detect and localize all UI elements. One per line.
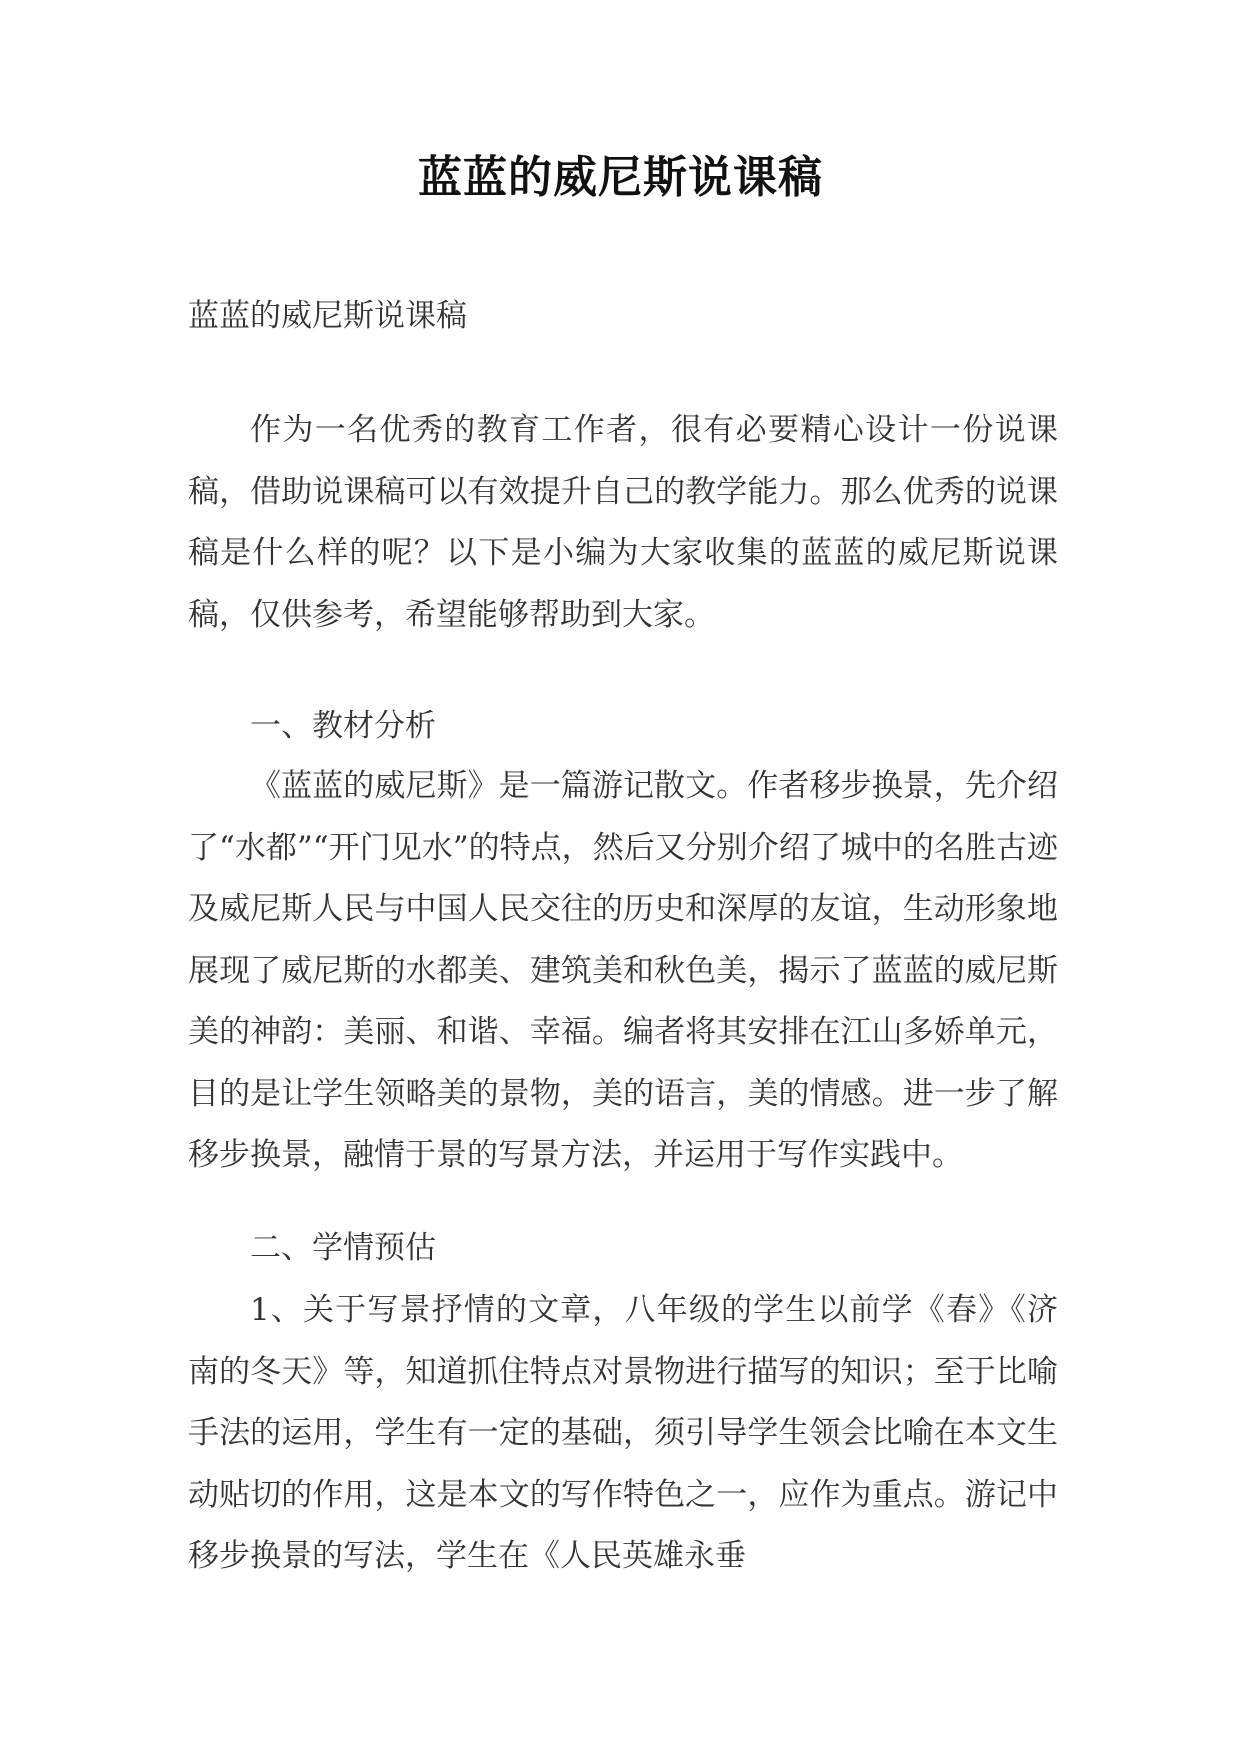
textbook-analysis-paragraph: 《蓝蓝的威尼斯》是一篇游记散文。作者移步换景，先介绍了“水都”“开门见水”的特点，然后又分别介绍了城中的名胜古迹及威尼斯人民与中国人民交往的历史和深厚的友谊，生动形象地展现了威尼斯的水都美、建筑美和秋色美，揭示了蓝蓝的威尼斯美的神韵：美丽、和谐、幸福。编者将其安排在江山多娇单元，目的是让学生领略美的景物，美的语言，美的情感。进一步了解移步换景，融情于景的写景方法，并运用于写作实践中。 bbox=[188, 768, 1058, 1173]
section-heading-student-assessment: 二、学情预估 bbox=[250, 1230, 436, 1266]
student-assessment-paragraph: 1、关于写景抒情的文章，八年级的学生以前学《春》《济南的冬天》等，知道抓住特点对景物进行描写的知识；至于比喻手法的运用，学生有一定的基础，须引导学生领会比喻在本文生动贴切的作用，这是本文的写作特色之一，应作为重点。游记中移步换景的写法，学生在《人民英雄永垂 bbox=[188, 1292, 1058, 1574]
document-title: 蓝蓝的威尼斯说课稿 bbox=[418, 152, 823, 203]
document-subtitle: 蓝蓝的威尼斯说课稿 bbox=[188, 298, 467, 334]
intro-paragraph: 作为一名优秀的教育工作者，很有必要精心设计一份说课稿，借助说课稿可以有效提升自己的教学能力。那么优秀的说课稿是什么样的呢？以下是小编为大家收集的蓝蓝的威尼斯说课稿，仅供参考，希望能够帮助到大家。 bbox=[188, 412, 1058, 633]
section-heading-textbook-analysis: 一、教材分析 bbox=[250, 708, 436, 744]
